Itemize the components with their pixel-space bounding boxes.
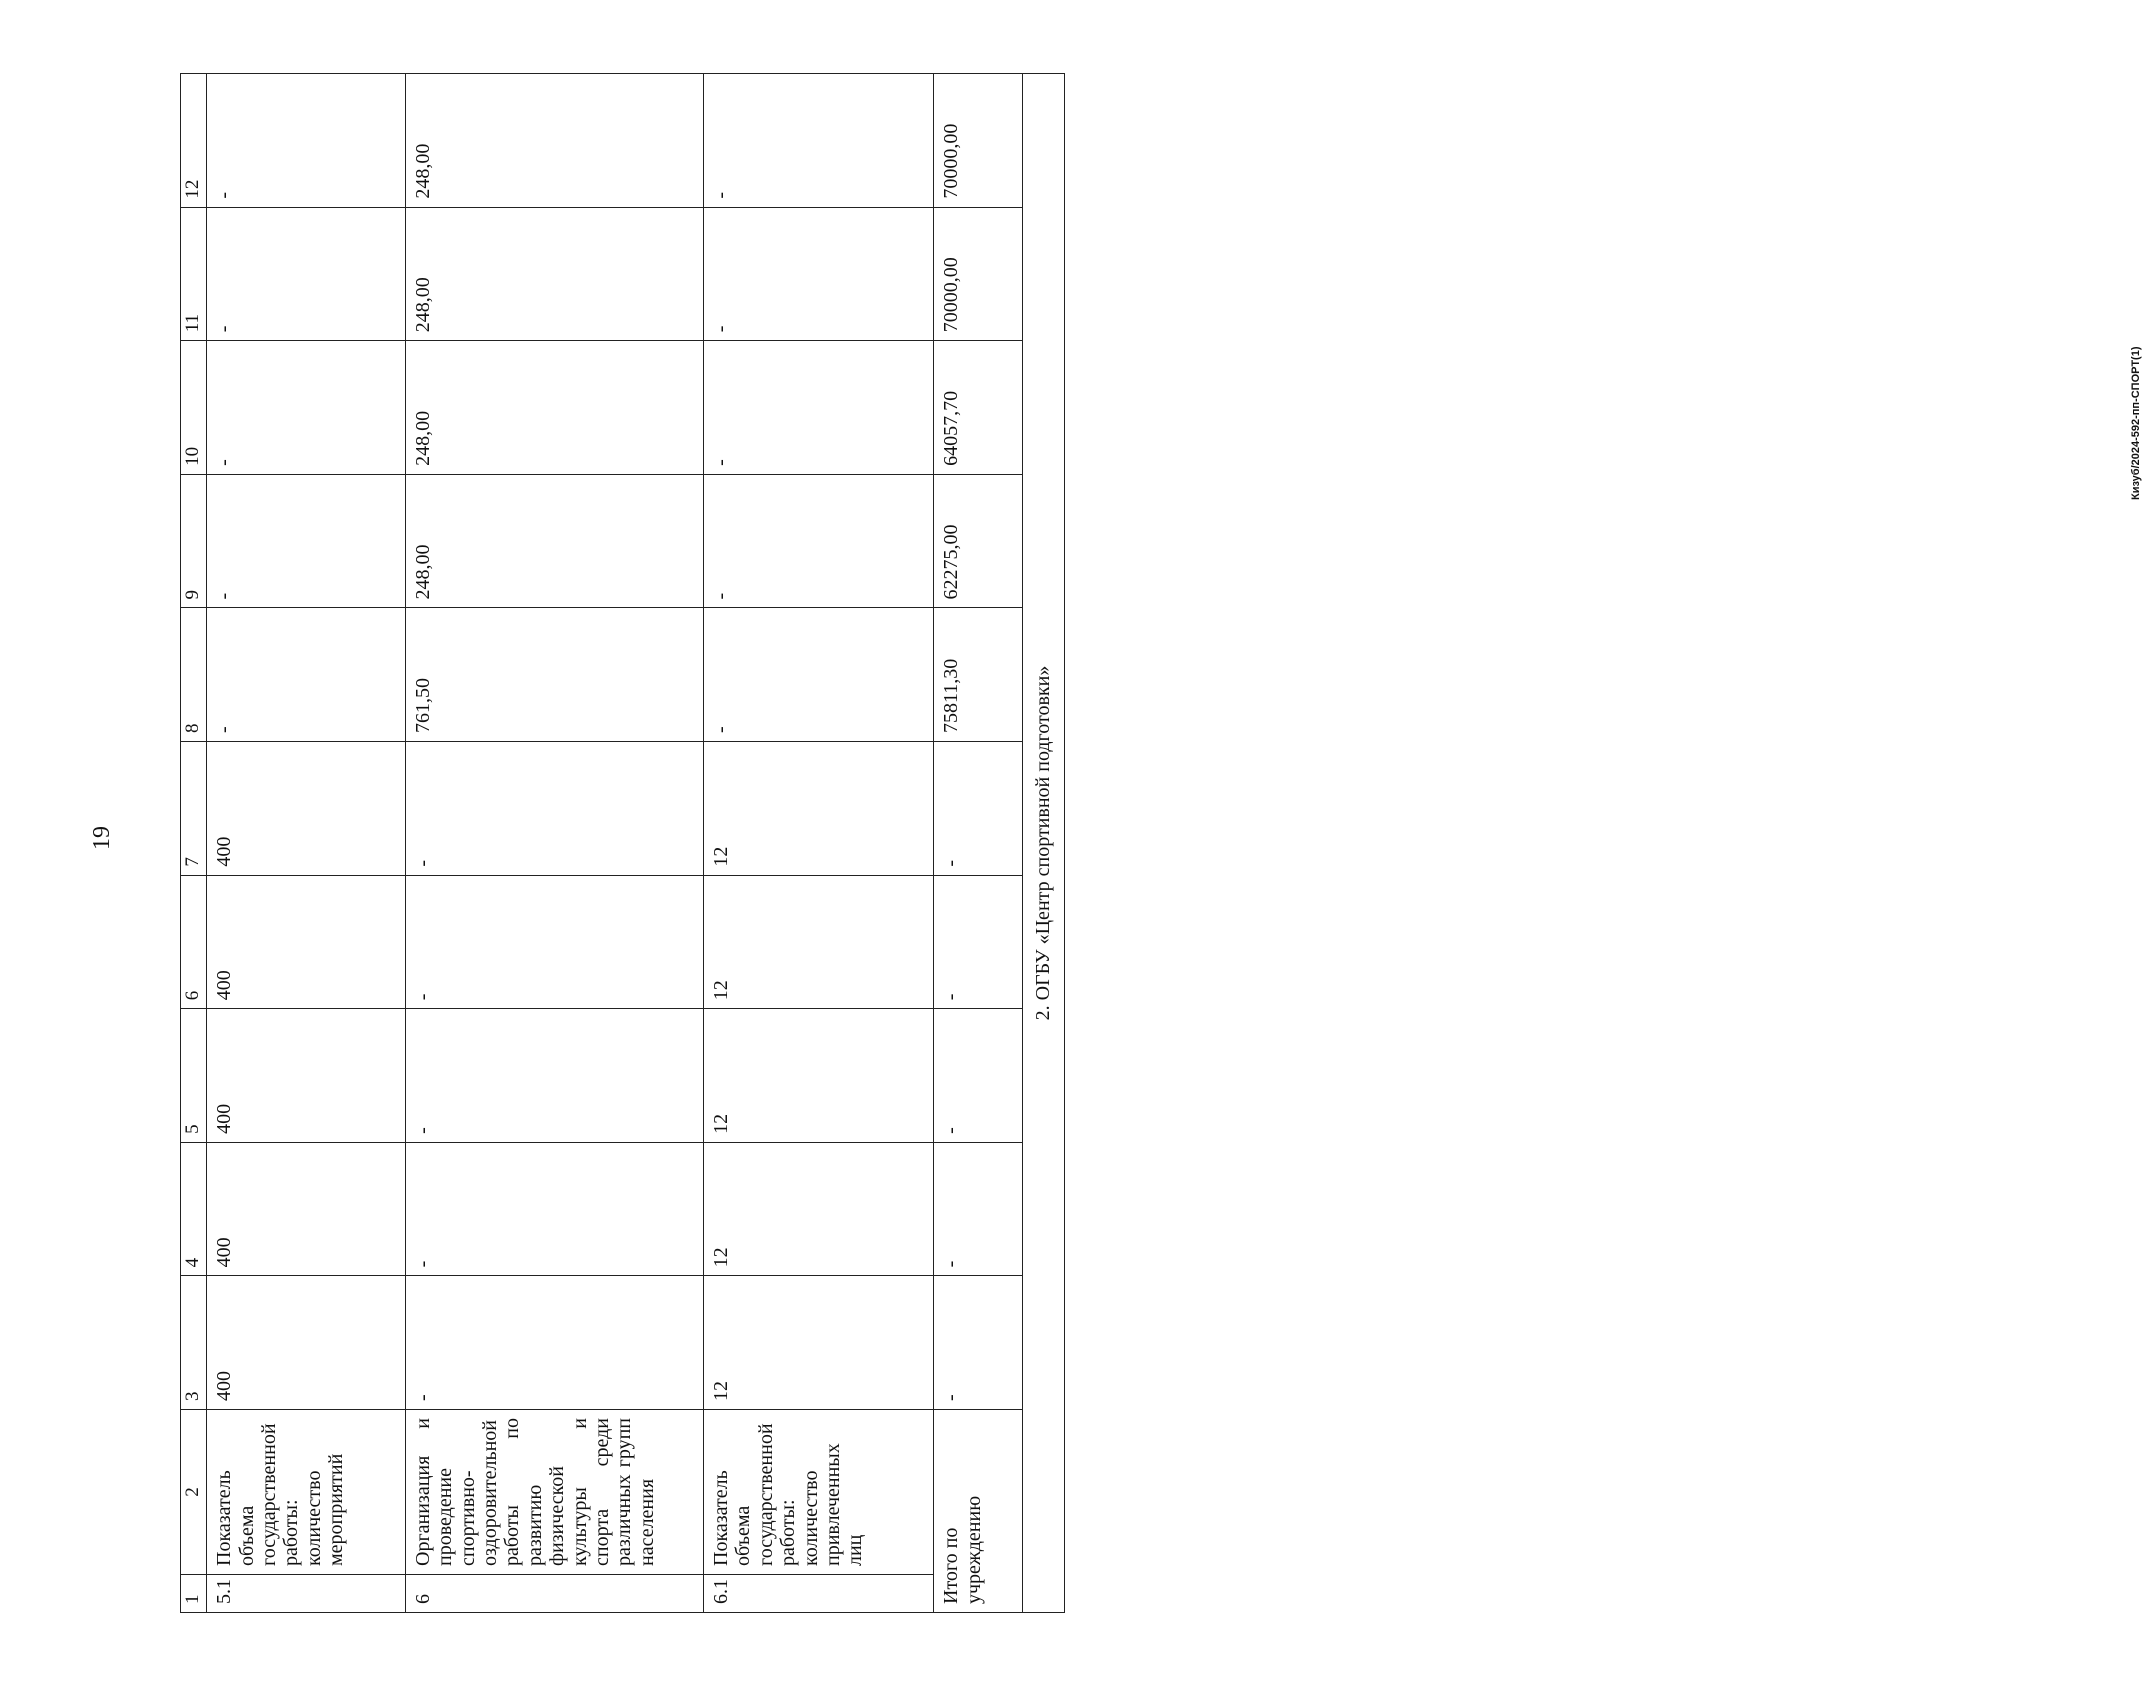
row-name: Показатель объема государственной работы: количество привлеченных лиц: [704, 1410, 934, 1575]
cell-value: 12: [704, 1276, 934, 1410]
row-number: 6: [405, 1575, 703, 1613]
cell-value: 400: [207, 1142, 406, 1276]
cell-value: -: [405, 1009, 703, 1143]
cell-value: -: [704, 74, 934, 208]
total-value: 75811,30: [934, 608, 1023, 742]
section-row: [1023, 74, 1065, 1613]
total-value: -: [934, 1142, 1023, 1276]
cell-value: -: [405, 875, 703, 1009]
header-cell: 5: [181, 1009, 207, 1143]
row-number: 6.1: [704, 1575, 934, 1613]
header-cell: 4: [181, 1142, 207, 1276]
total-value: 64057,70: [934, 341, 1023, 475]
cell-value: -: [207, 74, 406, 208]
cell-value: -: [704, 474, 934, 608]
table-row: [704, 74, 934, 1613]
cell-value: -: [405, 1276, 703, 1410]
total-value: 62275,00: [934, 474, 1023, 608]
header-cell: 9: [181, 474, 207, 608]
header-cell: 1: [181, 1575, 207, 1613]
header-cell: 12: [181, 74, 207, 208]
cell-value: -: [207, 207, 406, 341]
document-code: Кизуб/2024-592-пп-СПОРТ(1): [2130, 346, 2142, 500]
page-number: 19: [89, 826, 115, 850]
cell-value: 400: [207, 1009, 406, 1143]
header-cell: 6: [181, 875, 207, 1009]
total-value: -: [934, 1009, 1023, 1143]
cell-value: 761,50: [405, 608, 703, 742]
cell-value: 12: [704, 742, 934, 876]
cell-value: 248,00: [405, 341, 703, 475]
cell-value: -: [704, 341, 934, 475]
row-name: Организация и проведение спортивно-оздоровительной работы по развитию физической культуры и спорта среди различных групп населения: [405, 1410, 703, 1575]
data-table-rotated: [180, 73, 1065, 1613]
row-name: Показатель объема государственной работы: количество мероприятий: [207, 1410, 406, 1575]
cell-value: -: [207, 341, 406, 475]
cell-value: -: [704, 207, 934, 341]
cell-value: -: [405, 742, 703, 876]
total-value: -: [934, 875, 1023, 1009]
header-cell: 7: [181, 742, 207, 876]
row-number: 5.1: [207, 1575, 406, 1613]
header-cell: 11: [181, 207, 207, 341]
cell-value: 400: [207, 742, 406, 876]
header-cell: 2: [181, 1410, 207, 1575]
header-cell: 8: [181, 608, 207, 742]
header-cell: 3: [181, 1276, 207, 1410]
header-cell: 10: [181, 341, 207, 475]
cell-value: 400: [207, 875, 406, 1009]
cell-value: -: [704, 608, 934, 742]
cell-value: -: [207, 474, 406, 608]
cell-value: -: [405, 1142, 703, 1276]
table-row: [405, 74, 703, 1613]
total-label: Итого по учреждению: [934, 1410, 1023, 1613]
total-value: -: [934, 742, 1023, 876]
cell-value: 248,00: [405, 474, 703, 608]
cell-value: 400: [207, 1276, 406, 1410]
cell-value: -: [207, 608, 406, 742]
cell-value: 248,00: [405, 207, 703, 341]
total-value: 70000,00: [934, 74, 1023, 208]
table-row: [207, 74, 406, 1613]
cell-value: 248,00: [405, 74, 703, 208]
total-value: 70000,00: [934, 207, 1023, 341]
total-row: [934, 74, 1023, 1613]
table-header-row: [181, 74, 207, 1613]
data-table: [180, 73, 1065, 1613]
cell-value: 12: [704, 1009, 934, 1143]
cell-value: 12: [704, 875, 934, 1009]
total-value: -: [934, 1276, 1023, 1410]
section-title: 2. ОГБУ «Центр спортивной подготовки»: [1023, 74, 1065, 1613]
cell-value: 12: [704, 1142, 934, 1276]
